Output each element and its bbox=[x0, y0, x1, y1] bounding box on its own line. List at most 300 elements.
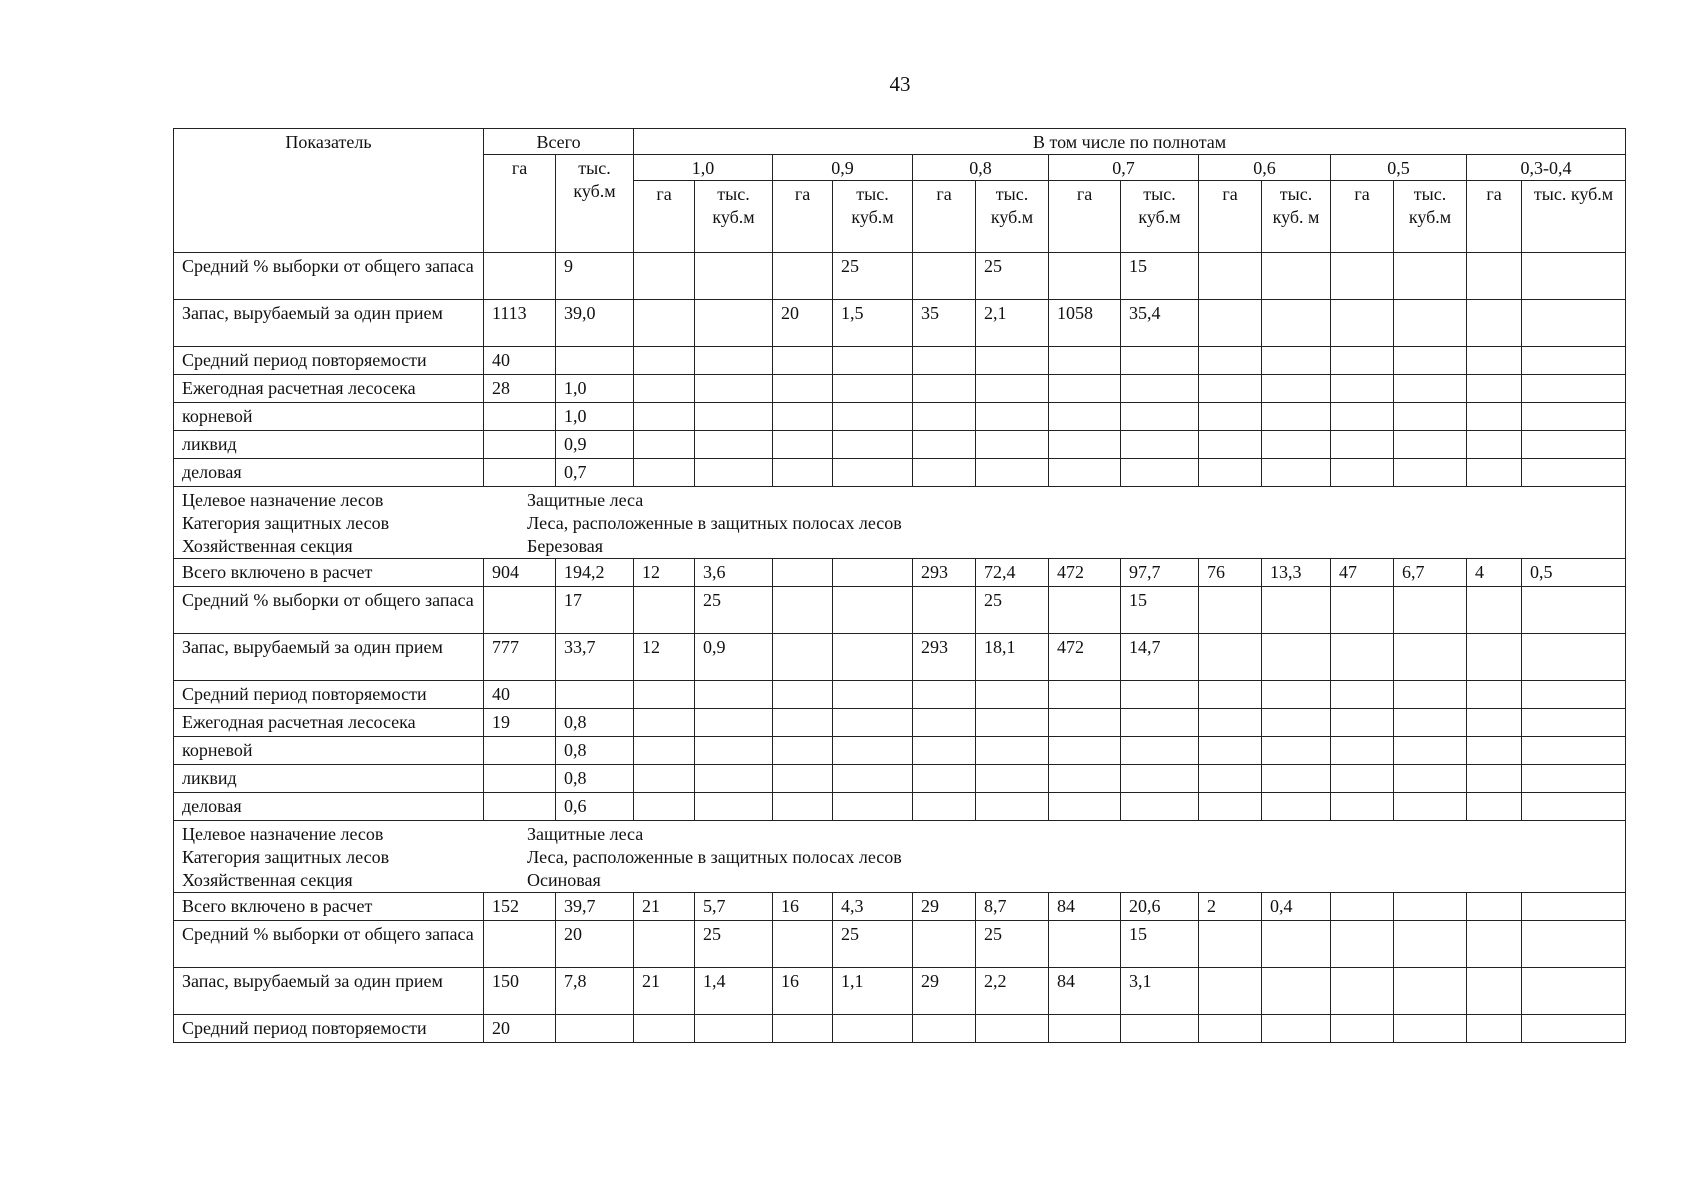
table-cell bbox=[913, 921, 976, 968]
table-row bbox=[174, 793, 1626, 821]
table-cell bbox=[1394, 893, 1467, 921]
table-cell bbox=[773, 737, 833, 765]
table-cell bbox=[484, 431, 556, 459]
table-cell bbox=[773, 403, 833, 431]
table-cell bbox=[1394, 587, 1467, 634]
table-cell: 17 bbox=[556, 587, 634, 634]
table-cell bbox=[1049, 1015, 1121, 1043]
table-cell bbox=[1394, 793, 1467, 821]
table-cell: 21 bbox=[634, 893, 695, 921]
table-cell bbox=[634, 921, 695, 968]
table-cell bbox=[1331, 681, 1394, 709]
table-cell bbox=[695, 709, 773, 737]
header-ha: га bbox=[773, 181, 833, 253]
section-label: Целевое назначение лесов bbox=[182, 824, 384, 844]
table-cell bbox=[1121, 709, 1199, 737]
table-cell bbox=[773, 587, 833, 634]
table-cell: 33,7 bbox=[556, 634, 634, 681]
row-label: Средний % выборки от общего запаса bbox=[174, 921, 484, 968]
table-cell bbox=[773, 347, 833, 375]
table-row bbox=[174, 403, 1626, 431]
table-cell bbox=[833, 681, 913, 709]
table-cell bbox=[976, 431, 1049, 459]
table-cell bbox=[833, 375, 913, 403]
table-cell bbox=[1049, 587, 1121, 634]
table-cell bbox=[1331, 431, 1394, 459]
table-row bbox=[174, 1015, 1626, 1043]
table-cell bbox=[695, 431, 773, 459]
table-cell bbox=[1262, 347, 1331, 375]
table-cell: 16 bbox=[773, 893, 833, 921]
table-cell bbox=[1199, 1015, 1262, 1043]
table-cell bbox=[634, 681, 695, 709]
table-cell bbox=[1049, 709, 1121, 737]
table-cell: 4 bbox=[1467, 559, 1522, 587]
table-cell bbox=[695, 1015, 773, 1043]
table-row bbox=[174, 634, 1626, 681]
table-cell bbox=[1522, 347, 1626, 375]
table-cell bbox=[1049, 403, 1121, 431]
table-cell bbox=[1199, 681, 1262, 709]
row-label: Запас, вырубаемый за один прием bbox=[174, 634, 484, 681]
table-cell: 0,6 bbox=[556, 793, 634, 821]
table-cell bbox=[1199, 968, 1262, 1015]
table-cell: 25 bbox=[976, 587, 1049, 634]
table-cell bbox=[1331, 253, 1394, 300]
header-total: Всего bbox=[484, 129, 634, 155]
table-cell bbox=[695, 253, 773, 300]
table-cell bbox=[773, 1015, 833, 1043]
table-cell bbox=[773, 681, 833, 709]
table-cell bbox=[1522, 459, 1626, 487]
table-cell bbox=[1522, 1015, 1626, 1043]
section-label: Категория защитных лесов bbox=[182, 513, 390, 533]
header-ha: га bbox=[913, 181, 976, 253]
table-cell bbox=[1331, 921, 1394, 968]
header-volume: тыс. куб.м bbox=[1522, 181, 1626, 253]
row-label: Средний период повторяемости bbox=[174, 681, 484, 709]
table-row bbox=[174, 253, 1626, 300]
table-cell bbox=[1331, 893, 1394, 921]
header-volume: тыс. куб.м bbox=[695, 181, 773, 253]
forest-stock-table bbox=[173, 128, 1626, 1043]
table-row bbox=[174, 300, 1626, 347]
table-cell: 1,0 bbox=[556, 375, 634, 403]
table-cell: 25 bbox=[976, 921, 1049, 968]
table-cell: 904 bbox=[484, 559, 556, 587]
table-cell bbox=[976, 765, 1049, 793]
table-cell bbox=[1199, 737, 1262, 765]
table-cell bbox=[1049, 765, 1121, 793]
table-cell bbox=[695, 300, 773, 347]
table-cell bbox=[833, 403, 913, 431]
table-cell: 9 bbox=[556, 253, 634, 300]
table-cell: 15 bbox=[1121, 921, 1199, 968]
table-cell bbox=[976, 1015, 1049, 1043]
table-cell bbox=[1049, 681, 1121, 709]
table-cell bbox=[695, 765, 773, 793]
table-cell bbox=[1331, 375, 1394, 403]
section-value: Осиновая bbox=[527, 870, 601, 890]
table-cell bbox=[833, 459, 913, 487]
header-ha: га bbox=[1049, 181, 1121, 253]
table-cell bbox=[1522, 893, 1626, 921]
table-cell: 293 bbox=[913, 634, 976, 681]
table-cell: 29 bbox=[913, 968, 976, 1015]
table-cell bbox=[1394, 347, 1467, 375]
table-cell bbox=[1331, 300, 1394, 347]
table-cell bbox=[1262, 1015, 1331, 1043]
table-cell bbox=[634, 375, 695, 403]
table-cell bbox=[976, 347, 1049, 375]
header-ha: га bbox=[1331, 181, 1394, 253]
table-cell bbox=[773, 634, 833, 681]
row-label: Запас, вырубаемый за один прием bbox=[174, 968, 484, 1015]
table-cell bbox=[1199, 921, 1262, 968]
table-cell: 29 bbox=[913, 893, 976, 921]
table-cell bbox=[913, 403, 976, 431]
table-cell bbox=[695, 375, 773, 403]
table-cell bbox=[484, 737, 556, 765]
table-cell bbox=[1121, 765, 1199, 793]
section-value: Леса, расположенные в защитных полосах лесов bbox=[527, 513, 902, 533]
table-cell: 0,8 bbox=[556, 709, 634, 737]
header-volume: тыс. куб.м bbox=[1121, 181, 1199, 253]
table-row bbox=[174, 375, 1626, 403]
table-cell: 20 bbox=[773, 300, 833, 347]
table-cell bbox=[1331, 587, 1394, 634]
table-cell bbox=[1121, 375, 1199, 403]
table-cell: 3,1 bbox=[1121, 968, 1199, 1015]
table-cell bbox=[1262, 431, 1331, 459]
table-cell bbox=[833, 1015, 913, 1043]
table-cell bbox=[773, 921, 833, 968]
table-cell bbox=[833, 709, 913, 737]
table-cell bbox=[1262, 793, 1331, 821]
table-cell bbox=[1467, 765, 1522, 793]
row-label: Ежегодная расчетная лесосека bbox=[174, 375, 484, 403]
table-cell bbox=[1199, 403, 1262, 431]
table-cell bbox=[773, 765, 833, 793]
table-cell bbox=[1121, 793, 1199, 821]
table-cell: 152 bbox=[484, 893, 556, 921]
table-cell: 6,7 bbox=[1394, 559, 1467, 587]
table-cell: 2,2 bbox=[976, 968, 1049, 1015]
table-cell: 97,7 bbox=[1121, 559, 1199, 587]
table-cell bbox=[1262, 709, 1331, 737]
table-row bbox=[174, 587, 1626, 634]
table-cell: 47 bbox=[1331, 559, 1394, 587]
table-cell: 19 bbox=[484, 709, 556, 737]
table-cell bbox=[634, 431, 695, 459]
table-cell bbox=[833, 587, 913, 634]
section-line bbox=[182, 489, 1619, 512]
table-cell: 40 bbox=[484, 347, 556, 375]
header-volume: тыс. куб. м bbox=[1262, 181, 1331, 253]
table-cell: 0,8 bbox=[556, 737, 634, 765]
table-cell bbox=[1394, 681, 1467, 709]
table-cell bbox=[1331, 634, 1394, 681]
table-cell bbox=[1467, 634, 1522, 681]
table-cell: 84 bbox=[1049, 893, 1121, 921]
row-label: Средний % выборки от общего запаса bbox=[174, 587, 484, 634]
table-cell bbox=[1262, 765, 1331, 793]
table-cell bbox=[1522, 793, 1626, 821]
row-label: деловая bbox=[174, 459, 484, 487]
table-cell bbox=[556, 681, 634, 709]
table-cell: 0,9 bbox=[695, 634, 773, 681]
table-cell bbox=[1049, 737, 1121, 765]
table-cell: 25 bbox=[695, 587, 773, 634]
table-cell: 20 bbox=[484, 1015, 556, 1043]
table-cell: 18,1 bbox=[976, 634, 1049, 681]
table-cell bbox=[1467, 347, 1522, 375]
table-cell: 15 bbox=[1121, 587, 1199, 634]
table-cell: 194,2 bbox=[556, 559, 634, 587]
table-cell: 1,5 bbox=[833, 300, 913, 347]
table-cell bbox=[1331, 709, 1394, 737]
table-cell: 1,4 bbox=[695, 968, 773, 1015]
table-cell bbox=[1394, 253, 1467, 300]
table-cell bbox=[773, 375, 833, 403]
table-cell: 12 bbox=[634, 559, 695, 587]
table-row bbox=[174, 459, 1626, 487]
table-cell bbox=[1394, 968, 1467, 1015]
table-cell bbox=[1394, 634, 1467, 681]
table-cell bbox=[1262, 403, 1331, 431]
table-cell bbox=[913, 375, 976, 403]
table-cell bbox=[1199, 347, 1262, 375]
header-density-0-8: 0,8 bbox=[913, 155, 1049, 181]
table-cell: 25 bbox=[695, 921, 773, 968]
table-cell: 1,1 bbox=[833, 968, 913, 1015]
table-cell bbox=[695, 459, 773, 487]
table-cell bbox=[1199, 431, 1262, 459]
table-cell bbox=[1522, 737, 1626, 765]
table-cell bbox=[1394, 921, 1467, 968]
section-line bbox=[182, 512, 1619, 535]
table-cell bbox=[556, 1015, 634, 1043]
row-label: Всего включено в расчет bbox=[174, 559, 484, 587]
table-cell bbox=[1522, 765, 1626, 793]
table-cell bbox=[484, 921, 556, 968]
table-cell bbox=[484, 459, 556, 487]
header-ha: га bbox=[634, 181, 695, 253]
table-row bbox=[174, 681, 1626, 709]
table-cell bbox=[1049, 347, 1121, 375]
table-cell bbox=[695, 347, 773, 375]
table-cell bbox=[634, 793, 695, 821]
table-cell: 3,6 bbox=[695, 559, 773, 587]
table-cell bbox=[1262, 300, 1331, 347]
row-label: Средний период повторяемости bbox=[174, 1015, 484, 1043]
table-cell: 472 bbox=[1049, 634, 1121, 681]
table-cell bbox=[1522, 709, 1626, 737]
table-cell: 15 bbox=[1121, 253, 1199, 300]
table-cell bbox=[913, 587, 976, 634]
table-cell bbox=[1121, 1015, 1199, 1043]
table-cell: 1,0 bbox=[556, 403, 634, 431]
table-cell bbox=[1394, 300, 1467, 347]
table-cell bbox=[913, 765, 976, 793]
header-ha: га bbox=[1467, 181, 1522, 253]
section-label: Хозяйственная секция bbox=[182, 536, 353, 556]
table-cell bbox=[1121, 347, 1199, 375]
header-volume: тыс. куб.м bbox=[833, 181, 913, 253]
table-cell: 0,8 bbox=[556, 765, 634, 793]
table-cell: 8,7 bbox=[976, 893, 1049, 921]
section-row bbox=[174, 821, 1626, 893]
table-cell bbox=[1394, 709, 1467, 737]
table-cell: 28 bbox=[484, 375, 556, 403]
table-cell bbox=[1522, 403, 1626, 431]
table-header bbox=[174, 129, 1626, 253]
table-cell: 1113 bbox=[484, 300, 556, 347]
table-cell bbox=[634, 765, 695, 793]
table-cell bbox=[1467, 681, 1522, 709]
table-cell bbox=[833, 737, 913, 765]
table-cell bbox=[773, 253, 833, 300]
section-label: Целевое назначение лесов bbox=[182, 490, 384, 510]
table-cell bbox=[1467, 1015, 1522, 1043]
table-cell: 25 bbox=[833, 921, 913, 968]
table-cell bbox=[1262, 587, 1331, 634]
table-cell: 16 bbox=[773, 968, 833, 1015]
table-cell: 35,4 bbox=[1121, 300, 1199, 347]
table-cell bbox=[1049, 253, 1121, 300]
table-cell bbox=[976, 375, 1049, 403]
table-cell bbox=[1049, 431, 1121, 459]
table-row bbox=[174, 737, 1626, 765]
section-line bbox=[182, 846, 1619, 869]
header-volume: тыс. куб.м bbox=[976, 181, 1049, 253]
table-cell: 0,7 bbox=[556, 459, 634, 487]
header-density-0-9: 0,9 bbox=[773, 155, 913, 181]
table-cell: 7,8 bbox=[556, 968, 634, 1015]
table-cell bbox=[1467, 709, 1522, 737]
table-cell: 25 bbox=[833, 253, 913, 300]
table-cell bbox=[1199, 300, 1262, 347]
table-cell bbox=[1262, 921, 1331, 968]
table-cell bbox=[1262, 459, 1331, 487]
table-cell bbox=[833, 634, 913, 681]
table-cell bbox=[484, 253, 556, 300]
table-cell: 5,7 bbox=[695, 893, 773, 921]
table-cell bbox=[1467, 793, 1522, 821]
table-cell bbox=[634, 300, 695, 347]
table-cell bbox=[976, 459, 1049, 487]
table-cell bbox=[976, 737, 1049, 765]
section-value: Защитные леса bbox=[527, 490, 644, 510]
table-cell bbox=[773, 793, 833, 821]
table-row bbox=[174, 893, 1626, 921]
table-row bbox=[174, 559, 1626, 587]
table-cell bbox=[556, 347, 634, 375]
table-cell bbox=[1522, 968, 1626, 1015]
table-cell: 12 bbox=[634, 634, 695, 681]
table-cell bbox=[913, 1015, 976, 1043]
table-cell bbox=[1467, 403, 1522, 431]
table-cell bbox=[1331, 737, 1394, 765]
table-cell bbox=[1331, 403, 1394, 431]
header-volume: тыс. куб.м bbox=[1394, 181, 1467, 253]
table-cell: 150 bbox=[484, 968, 556, 1015]
table-cell bbox=[833, 431, 913, 459]
table-cell bbox=[1394, 403, 1467, 431]
table-row bbox=[174, 921, 1626, 968]
section-value: Березовая bbox=[527, 536, 604, 556]
row-label: корневой bbox=[174, 403, 484, 431]
table-cell bbox=[1199, 793, 1262, 821]
table-cell bbox=[1262, 737, 1331, 765]
table-cell: 35 bbox=[913, 300, 976, 347]
table-cell bbox=[484, 765, 556, 793]
table-cell bbox=[1199, 459, 1262, 487]
table-cell bbox=[1121, 403, 1199, 431]
table-cell bbox=[773, 559, 833, 587]
table-cell bbox=[1522, 375, 1626, 403]
table-cell bbox=[484, 793, 556, 821]
header-density-0-7: 0,7 bbox=[1049, 155, 1199, 181]
table-row bbox=[174, 709, 1626, 737]
table-cell bbox=[695, 793, 773, 821]
table-cell bbox=[484, 587, 556, 634]
page-number: 43 bbox=[889, 72, 911, 96]
table-cell bbox=[1262, 375, 1331, 403]
section-line bbox=[182, 823, 1619, 846]
table-cell bbox=[833, 793, 913, 821]
table-cell bbox=[634, 459, 695, 487]
table-cell: 72,4 bbox=[976, 559, 1049, 587]
table-cell bbox=[1394, 375, 1467, 403]
table-cell: 0,5 bbox=[1522, 559, 1626, 587]
table-cell bbox=[1394, 459, 1467, 487]
table-cell bbox=[1121, 431, 1199, 459]
table-cell bbox=[913, 459, 976, 487]
table-cell bbox=[695, 403, 773, 431]
section-value: Леса, расположенные в защитных полосах лесов bbox=[527, 847, 902, 867]
table-cell bbox=[1522, 921, 1626, 968]
table-cell: 4,3 bbox=[833, 893, 913, 921]
row-label: Запас, вырубаемый за один прием bbox=[174, 300, 484, 347]
table-cell bbox=[1522, 300, 1626, 347]
table-cell bbox=[1467, 587, 1522, 634]
table-cell bbox=[1522, 634, 1626, 681]
table-cell: 39,0 bbox=[556, 300, 634, 347]
table-cell: 20 bbox=[556, 921, 634, 968]
table-cell: 293 bbox=[913, 559, 976, 587]
table-cell: 0,4 bbox=[1262, 893, 1331, 921]
table-cell bbox=[1199, 634, 1262, 681]
table-cell bbox=[1121, 681, 1199, 709]
table-cell bbox=[913, 347, 976, 375]
table-cell bbox=[773, 709, 833, 737]
table-cell bbox=[976, 681, 1049, 709]
table-cell bbox=[634, 709, 695, 737]
row-label: ликвид bbox=[174, 431, 484, 459]
table-cell bbox=[1331, 459, 1394, 487]
row-label: Средний период повторяемости bbox=[174, 347, 484, 375]
table-row bbox=[174, 968, 1626, 1015]
table-cell bbox=[1199, 375, 1262, 403]
section-row bbox=[174, 487, 1626, 559]
table-cell bbox=[1394, 1015, 1467, 1043]
table-cell bbox=[1262, 968, 1331, 1015]
table-cell bbox=[1467, 300, 1522, 347]
table-cell bbox=[1199, 765, 1262, 793]
table-cell bbox=[773, 459, 833, 487]
table-cell bbox=[1262, 253, 1331, 300]
